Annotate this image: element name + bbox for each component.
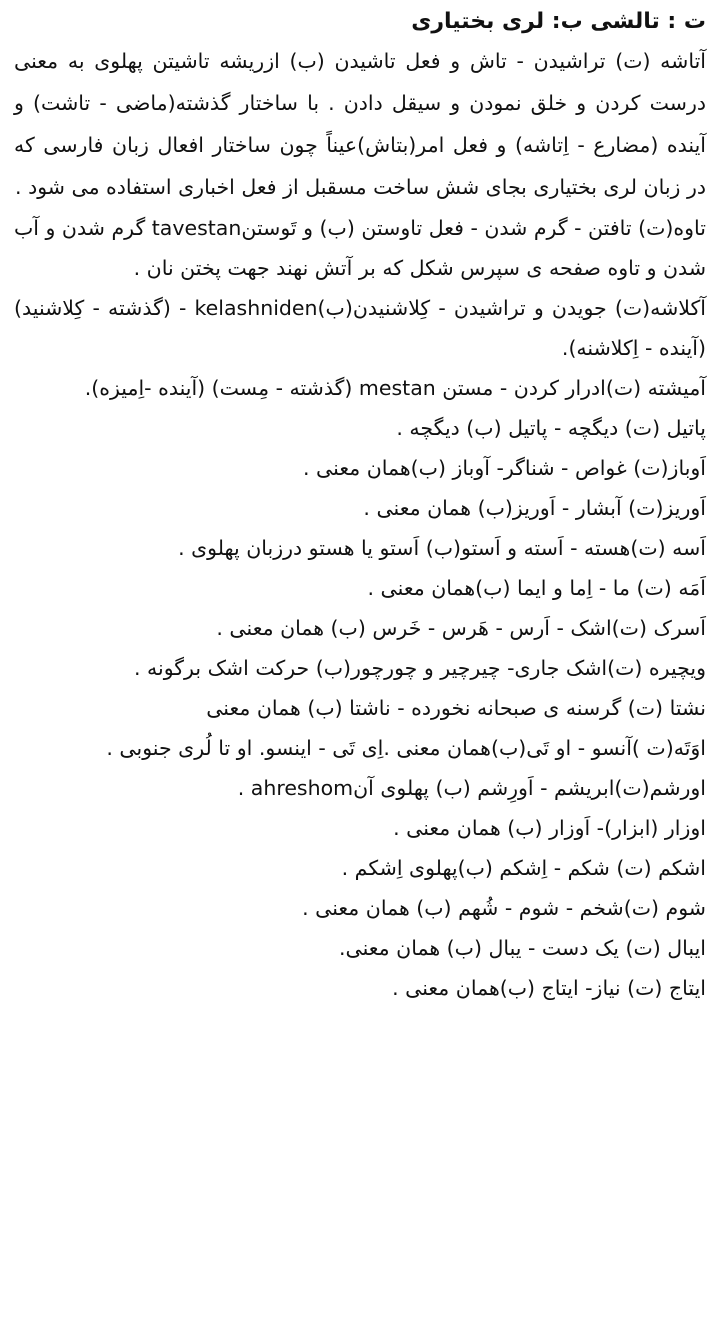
entry-ibal: ایبال (ت) یک دست - یبال (ب) همان معنی. [339,936,706,960]
entry-ase: اَسه (ت)هسته - اَسته و اَستو(ب) اَستو یا هستو درزبان پهلوی . [178,536,706,560]
entry-owriz: اَوریز(ت) آبشار - اَوریز(ب) همان معنی . [363,496,706,520]
entry-aklashe: آکلاشه(ت) جویدن و تراشیدن - کِلاشنیدن(ب)kelashniden - (گذشته - کِلاشنید)(آینده - اِکلاشنه). [14,296,706,360]
entry-nashta: نشتا (ت) گرسنه ی صبحانه نخورده - ناشتا (ب) همان معنی [206,696,706,720]
entry-owreshm: اورشم(ت)ابریشم - اَورِشم (ب) پهلوی آنahreshom . [237,776,706,800]
legend-heading: ت : تالشی ب: لری بختیاری [411,9,706,34]
entry-asrak: اَسرک (ت)اشک - اَرس - هَرس - خَرس (ب) همان معنی . [216,616,706,640]
entry-owbaz: اَوباز(ت) غواص - شناگر- آوباز (ب)همان معنی . [303,456,706,480]
entry-shom: شوم (ت)شخم - شوم - شُهم (ب) همان معنی . [302,896,706,920]
entry-vichire: ویچیره (ت)اشک جاری- چیرچیر و چورچور(ب) حرکت اشک برگونه . [133,656,706,680]
entry-patil: پاتیل (ت) دیگچه - پاتیل (ب) دیگچه . [396,416,706,440]
entry-owate: اوَتَه(ت )آنسو - او تَی(ب)همان معنی .اِی تَی - اینسو. او تا لُری جنوبی . [106,736,706,760]
entry-eshkam: اشکم (ت) شکم - اِشکم (ب)پهلوی اِشکم . [341,856,706,880]
entry-owzar: اوزار (ابزار)- اَوزار (ب) همان معنی . [393,816,706,840]
entry-tave: تاوه(ت) تافتن - گرم شدن - فعل تاوستن (ب) و تَوستنtavestan گرم شدن و آب شدن و تاوه صفحه ی سپرس شکل که بر آتش نهند جهت پختن نان . [14,216,707,280]
entry-ame: اَمَه (ت) ما - اِما و ایما (ب)همان معنی . [367,576,706,600]
document-page [14,4,706,1341]
entry-atashe: آتاشه (ت) تراشیدن - تاش و فعل تاشیدن (ب) ازریشه تاشیتن پهلوی به معنی درست کردن و خلق نمودن و سیقل دادن . با ساختار گذشته(ماضی - تاشت) و آینده (مضارع - اِتاشه) و فعل امر(بتاش)عیناً چون ساختار افعال زبان فارسی که در زبان لری بختیاری بجای شش ساخت مسقبل از فعل اخباری استفاده می شود . [14,49,706,199]
entry-itaj: ایتاج (ت) نیاز- ایتاج (ب)همان معنی . [392,976,706,1000]
entry-amishte: آمیشته (ت)ادرار کردن - مستن mestan (گذشته - مِست) (آینده -اِمیزه). [84,376,706,400]
